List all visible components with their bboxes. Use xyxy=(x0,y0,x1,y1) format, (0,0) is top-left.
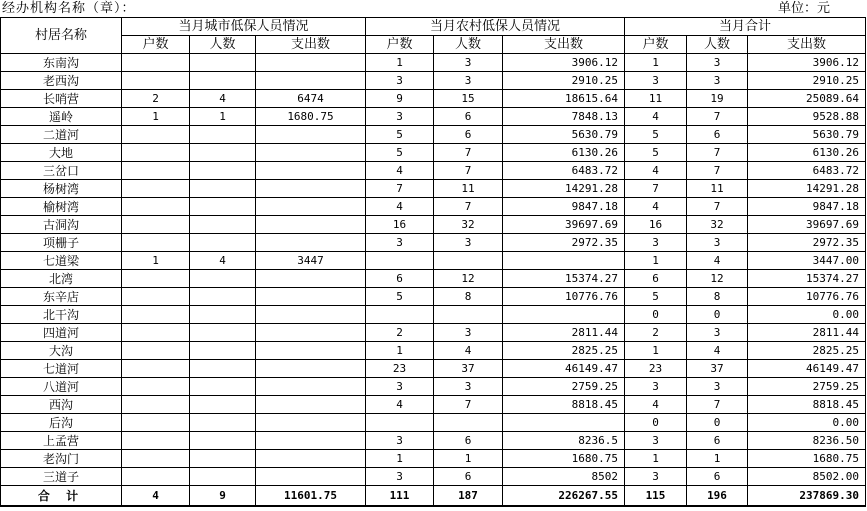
total-rural-households: 111 xyxy=(366,486,434,507)
village-name-cell: 东辛店 xyxy=(1,288,122,306)
urban-persons-cell xyxy=(190,162,256,180)
urban-persons-cell: 1 xyxy=(190,108,256,126)
total-persons-cell: 6 xyxy=(687,126,748,144)
urban-expense-cell xyxy=(256,342,366,360)
village-name-cell: 长哨营 xyxy=(1,90,122,108)
urban-persons-cell xyxy=(190,198,256,216)
table-row xyxy=(1,432,866,450)
urban-households-cell: 1 xyxy=(122,252,190,270)
rural-households-cell: 9 xyxy=(366,90,434,108)
urban-households-cell xyxy=(122,126,190,144)
urban-expense-cell xyxy=(256,144,366,162)
total-persons-cell: 3 xyxy=(687,378,748,396)
table-row xyxy=(1,360,866,378)
urban-expense-cell xyxy=(256,396,366,414)
total-households-cell: 3 xyxy=(625,432,687,450)
rural-persons-cell: 7 xyxy=(434,144,503,162)
rural-persons-cell: 12 xyxy=(434,270,503,288)
total-all-persons: 196 xyxy=(687,486,748,507)
unit-label: 单位：元 xyxy=(778,1,831,16)
total-rural-persons: 187 xyxy=(434,486,503,507)
urban-expense-cell xyxy=(256,432,366,450)
rural-persons-cell: 7 xyxy=(434,162,503,180)
total-label: 合 计 xyxy=(1,486,122,507)
rural-expense-cell: 39697.69 xyxy=(503,216,625,234)
total-persons-cell: 11 xyxy=(687,180,748,198)
rural-households-cell: 1 xyxy=(366,54,434,72)
total-expense-cell: 6130.26 xyxy=(748,144,866,162)
rural-households-cell: 5 xyxy=(366,126,434,144)
total-households-header: 户数 xyxy=(625,36,687,54)
rural-persons-cell: 3 xyxy=(434,72,503,90)
urban-expense-cell xyxy=(256,378,366,396)
total-persons-cell: 7 xyxy=(687,162,748,180)
rural-expense-cell xyxy=(503,414,625,432)
urban-expense-cell xyxy=(256,54,366,72)
total-expense-cell: 2825.25 xyxy=(748,342,866,360)
urban-households-cell: 2 xyxy=(122,90,190,108)
rural-persons-cell: 32 xyxy=(434,216,503,234)
total-persons-header: 人数 xyxy=(687,36,748,54)
total-households-cell: 2 xyxy=(625,324,687,342)
urban-households-cell xyxy=(122,216,190,234)
rural-persons-cell: 3 xyxy=(434,234,503,252)
urban-persons-cell xyxy=(190,72,256,90)
total-persons-cell: 12 xyxy=(687,270,748,288)
urban-group-header: 当月城市低保人员情况 xyxy=(122,18,366,36)
sheet-header-bar xyxy=(0,0,867,17)
total-persons-cell: 6 xyxy=(687,432,748,450)
village-name-cell: 二道河 xyxy=(1,126,122,144)
rural-expense-cell: 9847.18 xyxy=(503,198,625,216)
total-expense-cell: 25089.64 xyxy=(748,90,866,108)
urban-expense-cell xyxy=(256,234,366,252)
urban-households-cell xyxy=(122,54,190,72)
rural-households-cell: 4 xyxy=(366,198,434,216)
village-name-cell: 七道梁 xyxy=(1,252,122,270)
table-row xyxy=(1,468,866,486)
total-persons-cell: 32 xyxy=(687,216,748,234)
rural-expense-cell: 1680.75 xyxy=(503,450,625,468)
total-expense-cell: 2972.35 xyxy=(748,234,866,252)
table-row xyxy=(1,306,866,324)
table-row xyxy=(1,396,866,414)
total-expense-cell: 3906.12 xyxy=(748,54,866,72)
urban-households-cell xyxy=(122,468,190,486)
rural-persons-cell: 3 xyxy=(434,378,503,396)
total-persons-cell: 8 xyxy=(687,288,748,306)
village-name-cell: 杨树湾 xyxy=(1,180,122,198)
header-row-groups xyxy=(1,18,866,36)
rural-households-cell: 16 xyxy=(366,216,434,234)
total-persons-cell: 0 xyxy=(687,306,748,324)
urban-persons-cell xyxy=(190,450,256,468)
total-expense-cell: 9847.18 xyxy=(748,198,866,216)
village-name-cell: 后沟 xyxy=(1,414,122,432)
urban-households-cell xyxy=(122,342,190,360)
total-households-cell: 16 xyxy=(625,216,687,234)
rural-expense-cell: 6130.26 xyxy=(503,144,625,162)
urban-persons-cell xyxy=(190,234,256,252)
rural-expense-cell: 7848.13 xyxy=(503,108,625,126)
rural-group-header: 当月农村低保人员情况 xyxy=(366,18,625,36)
urban-persons-cell xyxy=(190,306,256,324)
total-persons-cell: 4 xyxy=(687,252,748,270)
total-households-cell: 1 xyxy=(625,342,687,360)
total-expense-cell: 46149.47 xyxy=(748,360,866,378)
village-name-cell: 上孟营 xyxy=(1,432,122,450)
rural-households-cell xyxy=(366,414,434,432)
urban-expense-cell xyxy=(256,468,366,486)
rural-persons-cell: 3 xyxy=(434,324,503,342)
total-persons-cell: 4 xyxy=(687,342,748,360)
urban-expense-cell xyxy=(256,288,366,306)
urban-expense-cell xyxy=(256,180,366,198)
urban-expense-cell xyxy=(256,324,366,342)
table-row xyxy=(1,414,866,432)
urban-households-cell xyxy=(122,414,190,432)
urban-households-cell xyxy=(122,234,190,252)
table-row xyxy=(1,162,866,180)
urban-expense-header: 支出数 xyxy=(256,36,366,54)
rural-households-cell: 3 xyxy=(366,108,434,126)
total-expense-cell: 14291.28 xyxy=(748,180,866,198)
total-expense-header: 支出数 xyxy=(748,36,866,54)
urban-expense-cell xyxy=(256,72,366,90)
urban-households-cell xyxy=(122,450,190,468)
table-row xyxy=(1,342,866,360)
rural-households-cell: 7 xyxy=(366,180,434,198)
table-row xyxy=(1,234,866,252)
urban-persons-cell xyxy=(190,378,256,396)
total-persons-cell: 3 xyxy=(687,54,748,72)
total-urban-expense: 11601.75 xyxy=(256,486,366,507)
total-households-cell: 5 xyxy=(625,288,687,306)
urban-persons-cell xyxy=(190,216,256,234)
total-households-cell: 3 xyxy=(625,468,687,486)
total-households-cell: 0 xyxy=(625,414,687,432)
village-name-cell: 大地 xyxy=(1,144,122,162)
total-persons-cell: 7 xyxy=(687,396,748,414)
rural-households-cell: 1 xyxy=(366,342,434,360)
rural-expense-cell: 10776.76 xyxy=(503,288,625,306)
total-urban-households: 4 xyxy=(122,486,190,507)
total-households-cell: 4 xyxy=(625,396,687,414)
total-expense-cell: 39697.69 xyxy=(748,216,866,234)
total-persons-cell: 7 xyxy=(687,144,748,162)
village-name-cell: 大沟 xyxy=(1,342,122,360)
rural-households-cell: 5 xyxy=(366,288,434,306)
village-name-cell: 北干沟 xyxy=(1,306,122,324)
rural-persons-cell: 3 xyxy=(434,54,503,72)
rural-persons-cell: 1 xyxy=(434,450,503,468)
total-households-cell: 3 xyxy=(625,72,687,90)
village-name-cell: 西沟 xyxy=(1,396,122,414)
rural-expense-header: 支出数 xyxy=(503,36,625,54)
org-name-label: 经办机构名称（章）： xyxy=(2,1,136,16)
rural-persons-cell: 6 xyxy=(434,108,503,126)
urban-households-cell xyxy=(122,72,190,90)
rural-households-cell: 3 xyxy=(366,72,434,90)
village-name-cell: 榆树湾 xyxy=(1,198,122,216)
total-expense-cell: 8502.00 xyxy=(748,468,866,486)
urban-expense-cell: 3447 xyxy=(256,252,366,270)
rural-expense-cell: 2825.25 xyxy=(503,342,625,360)
table-row xyxy=(1,54,866,72)
rural-persons-cell: 7 xyxy=(434,396,503,414)
total-households-cell: 4 xyxy=(625,162,687,180)
rural-households-cell xyxy=(366,306,434,324)
total-expense-cell: 0.00 xyxy=(748,306,866,324)
urban-persons-header: 人数 xyxy=(190,36,256,54)
total-expense-cell: 2910.25 xyxy=(748,72,866,90)
total-expense-cell: 9528.88 xyxy=(748,108,866,126)
urban-expense-cell xyxy=(256,198,366,216)
table-row xyxy=(1,216,866,234)
total-group-header: 当月合计 xyxy=(625,18,866,36)
urban-persons-cell xyxy=(190,288,256,306)
total-persons-cell: 3 xyxy=(687,324,748,342)
village-name-cell: 八道河 xyxy=(1,378,122,396)
rural-households-cell: 4 xyxy=(366,162,434,180)
rural-persons-cell xyxy=(434,252,503,270)
urban-expense-cell: 1680.75 xyxy=(256,108,366,126)
rural-households-cell: 3 xyxy=(366,432,434,450)
total-persons-cell: 1 xyxy=(687,450,748,468)
urban-expense-cell xyxy=(256,270,366,288)
table-row xyxy=(1,108,866,126)
urban-households-cell xyxy=(122,324,190,342)
total-expense-cell: 2759.25 xyxy=(748,378,866,396)
header-row-fields xyxy=(1,36,866,54)
table-row xyxy=(1,144,866,162)
rural-households-cell: 2 xyxy=(366,324,434,342)
rural-households-header: 户数 xyxy=(366,36,434,54)
table-row xyxy=(1,324,866,342)
rural-expense-cell xyxy=(503,306,625,324)
table-row xyxy=(1,288,866,306)
total-persons-cell: 3 xyxy=(687,234,748,252)
urban-households-cell xyxy=(122,144,190,162)
rural-expense-cell: 8818.45 xyxy=(503,396,625,414)
rural-persons-cell: 15 xyxy=(434,90,503,108)
total-persons-cell: 3 xyxy=(687,72,748,90)
table-row xyxy=(1,378,866,396)
table-row xyxy=(1,198,866,216)
urban-expense-cell xyxy=(256,360,366,378)
rural-expense-cell: 2910.25 xyxy=(503,72,625,90)
total-expense-cell: 10776.76 xyxy=(748,288,866,306)
rural-expense-cell: 46149.47 xyxy=(503,360,625,378)
village-name-cell: 老沟门 xyxy=(1,450,122,468)
urban-households-cell xyxy=(122,180,190,198)
rural-expense-cell xyxy=(503,252,625,270)
rural-households-cell: 1 xyxy=(366,450,434,468)
urban-expense-cell xyxy=(256,162,366,180)
urban-households-cell xyxy=(122,288,190,306)
table-row xyxy=(1,72,866,90)
rural-expense-cell: 3906.12 xyxy=(503,54,625,72)
village-name-cell: 遥岭 xyxy=(1,108,122,126)
total-households-cell: 1 xyxy=(625,450,687,468)
village-header: 村居名称 xyxy=(1,18,122,54)
total-households-cell: 5 xyxy=(625,144,687,162)
urban-households-cell xyxy=(122,378,190,396)
subsistence-allowance-table xyxy=(0,17,866,507)
total-households-cell: 1 xyxy=(625,252,687,270)
total-households-cell: 3 xyxy=(625,378,687,396)
total-persons-cell: 0 xyxy=(687,414,748,432)
rural-households-cell: 4 xyxy=(366,396,434,414)
rural-expense-cell: 14291.28 xyxy=(503,180,625,198)
rural-households-cell: 3 xyxy=(366,234,434,252)
village-name-cell: 古洞沟 xyxy=(1,216,122,234)
rural-persons-cell: 6 xyxy=(434,468,503,486)
urban-households-cell xyxy=(122,306,190,324)
urban-persons-cell xyxy=(190,324,256,342)
total-expense-cell: 0.00 xyxy=(748,414,866,432)
total-households-cell: 7 xyxy=(625,180,687,198)
total-persons-cell: 7 xyxy=(687,198,748,216)
rural-persons-cell: 7 xyxy=(434,198,503,216)
village-name-cell: 东南沟 xyxy=(1,54,122,72)
total-households-cell: 6 xyxy=(625,270,687,288)
urban-households-cell xyxy=(122,162,190,180)
rural-persons-cell: 11 xyxy=(434,180,503,198)
rural-expense-cell: 2972.35 xyxy=(503,234,625,252)
rural-households-cell xyxy=(366,252,434,270)
total-expense-cell: 3447.00 xyxy=(748,252,866,270)
urban-households-header: 户数 xyxy=(122,36,190,54)
urban-persons-cell xyxy=(190,54,256,72)
rural-households-cell: 3 xyxy=(366,468,434,486)
rural-persons-header: 人数 xyxy=(434,36,503,54)
urban-persons-cell xyxy=(190,432,256,450)
rural-persons-cell: 8 xyxy=(434,288,503,306)
total-households-cell: 4 xyxy=(625,198,687,216)
urban-expense-cell: 6474 xyxy=(256,90,366,108)
urban-households-cell xyxy=(122,360,190,378)
rural-persons-cell: 6 xyxy=(434,126,503,144)
rural-expense-cell: 15374.27 xyxy=(503,270,625,288)
total-households-cell: 5 xyxy=(625,126,687,144)
urban-persons-cell: 4 xyxy=(190,252,256,270)
urban-persons-cell xyxy=(190,342,256,360)
urban-persons-cell xyxy=(190,414,256,432)
urban-persons-cell xyxy=(190,126,256,144)
table-row xyxy=(1,450,866,468)
rural-persons-cell: 37 xyxy=(434,360,503,378)
urban-households-cell: 1 xyxy=(122,108,190,126)
rural-expense-cell: 8236.5 xyxy=(503,432,625,450)
rural-households-cell: 23 xyxy=(366,360,434,378)
rural-expense-cell: 5630.79 xyxy=(503,126,625,144)
total-all-households: 115 xyxy=(625,486,687,507)
rural-expense-cell: 18615.64 xyxy=(503,90,625,108)
village-name-cell: 三道子 xyxy=(1,468,122,486)
total-all-expense: 237869.30 xyxy=(748,486,866,507)
urban-expense-cell xyxy=(256,126,366,144)
urban-persons-cell xyxy=(190,468,256,486)
rural-persons-cell: 4 xyxy=(434,342,503,360)
rural-expense-cell: 8502 xyxy=(503,468,625,486)
village-name-cell: 四道河 xyxy=(1,324,122,342)
rural-households-cell: 5 xyxy=(366,144,434,162)
rural-expense-cell: 2759.25 xyxy=(503,378,625,396)
rural-expense-cell: 6483.72 xyxy=(503,162,625,180)
total-persons-cell: 19 xyxy=(687,90,748,108)
total-households-cell: 4 xyxy=(625,108,687,126)
village-name-cell: 老西沟 xyxy=(1,72,122,90)
urban-households-cell xyxy=(122,198,190,216)
village-name-cell: 三岔口 xyxy=(1,162,122,180)
total-expense-cell: 8818.45 xyxy=(748,396,866,414)
urban-expense-cell xyxy=(256,216,366,234)
total-households-cell: 0 xyxy=(625,306,687,324)
total-persons-cell: 6 xyxy=(687,468,748,486)
total-rural-expense: 226267.55 xyxy=(503,486,625,507)
total-urban-persons: 9 xyxy=(190,486,256,507)
urban-persons-cell: 4 xyxy=(190,90,256,108)
total-households-cell: 11 xyxy=(625,90,687,108)
table-row xyxy=(1,252,866,270)
urban-persons-cell xyxy=(190,144,256,162)
table-row xyxy=(1,180,866,198)
village-name-cell: 北湾 xyxy=(1,270,122,288)
rural-households-cell: 6 xyxy=(366,270,434,288)
table-row xyxy=(1,90,866,108)
total-households-cell: 23 xyxy=(625,360,687,378)
total-expense-cell: 6483.72 xyxy=(748,162,866,180)
total-expense-cell: 8236.50 xyxy=(748,432,866,450)
urban-expense-cell xyxy=(256,414,366,432)
table-row xyxy=(1,126,866,144)
rural-expense-cell: 2811.44 xyxy=(503,324,625,342)
rural-persons-cell: 6 xyxy=(434,432,503,450)
total-persons-cell: 7 xyxy=(687,108,748,126)
total-expense-cell: 5630.79 xyxy=(748,126,866,144)
urban-persons-cell xyxy=(190,270,256,288)
total-expense-cell: 15374.27 xyxy=(748,270,866,288)
total-expense-cell: 2811.44 xyxy=(748,324,866,342)
rural-persons-cell xyxy=(434,414,503,432)
total-persons-cell: 37 xyxy=(687,360,748,378)
total-households-cell: 3 xyxy=(625,234,687,252)
village-name-cell: 项栅子 xyxy=(1,234,122,252)
total-households-cell: 1 xyxy=(625,54,687,72)
rural-households-cell: 3 xyxy=(366,378,434,396)
urban-persons-cell xyxy=(190,396,256,414)
urban-households-cell xyxy=(122,396,190,414)
urban-expense-cell xyxy=(256,450,366,468)
urban-persons-cell xyxy=(190,360,256,378)
urban-persons-cell xyxy=(190,180,256,198)
table-row xyxy=(1,270,866,288)
village-name-cell: 七道河 xyxy=(1,360,122,378)
total-row xyxy=(1,486,866,507)
urban-households-cell xyxy=(122,270,190,288)
total-expense-cell: 1680.75 xyxy=(748,450,866,468)
urban-expense-cell xyxy=(256,306,366,324)
urban-households-cell xyxy=(122,432,190,450)
rural-persons-cell xyxy=(434,306,503,324)
